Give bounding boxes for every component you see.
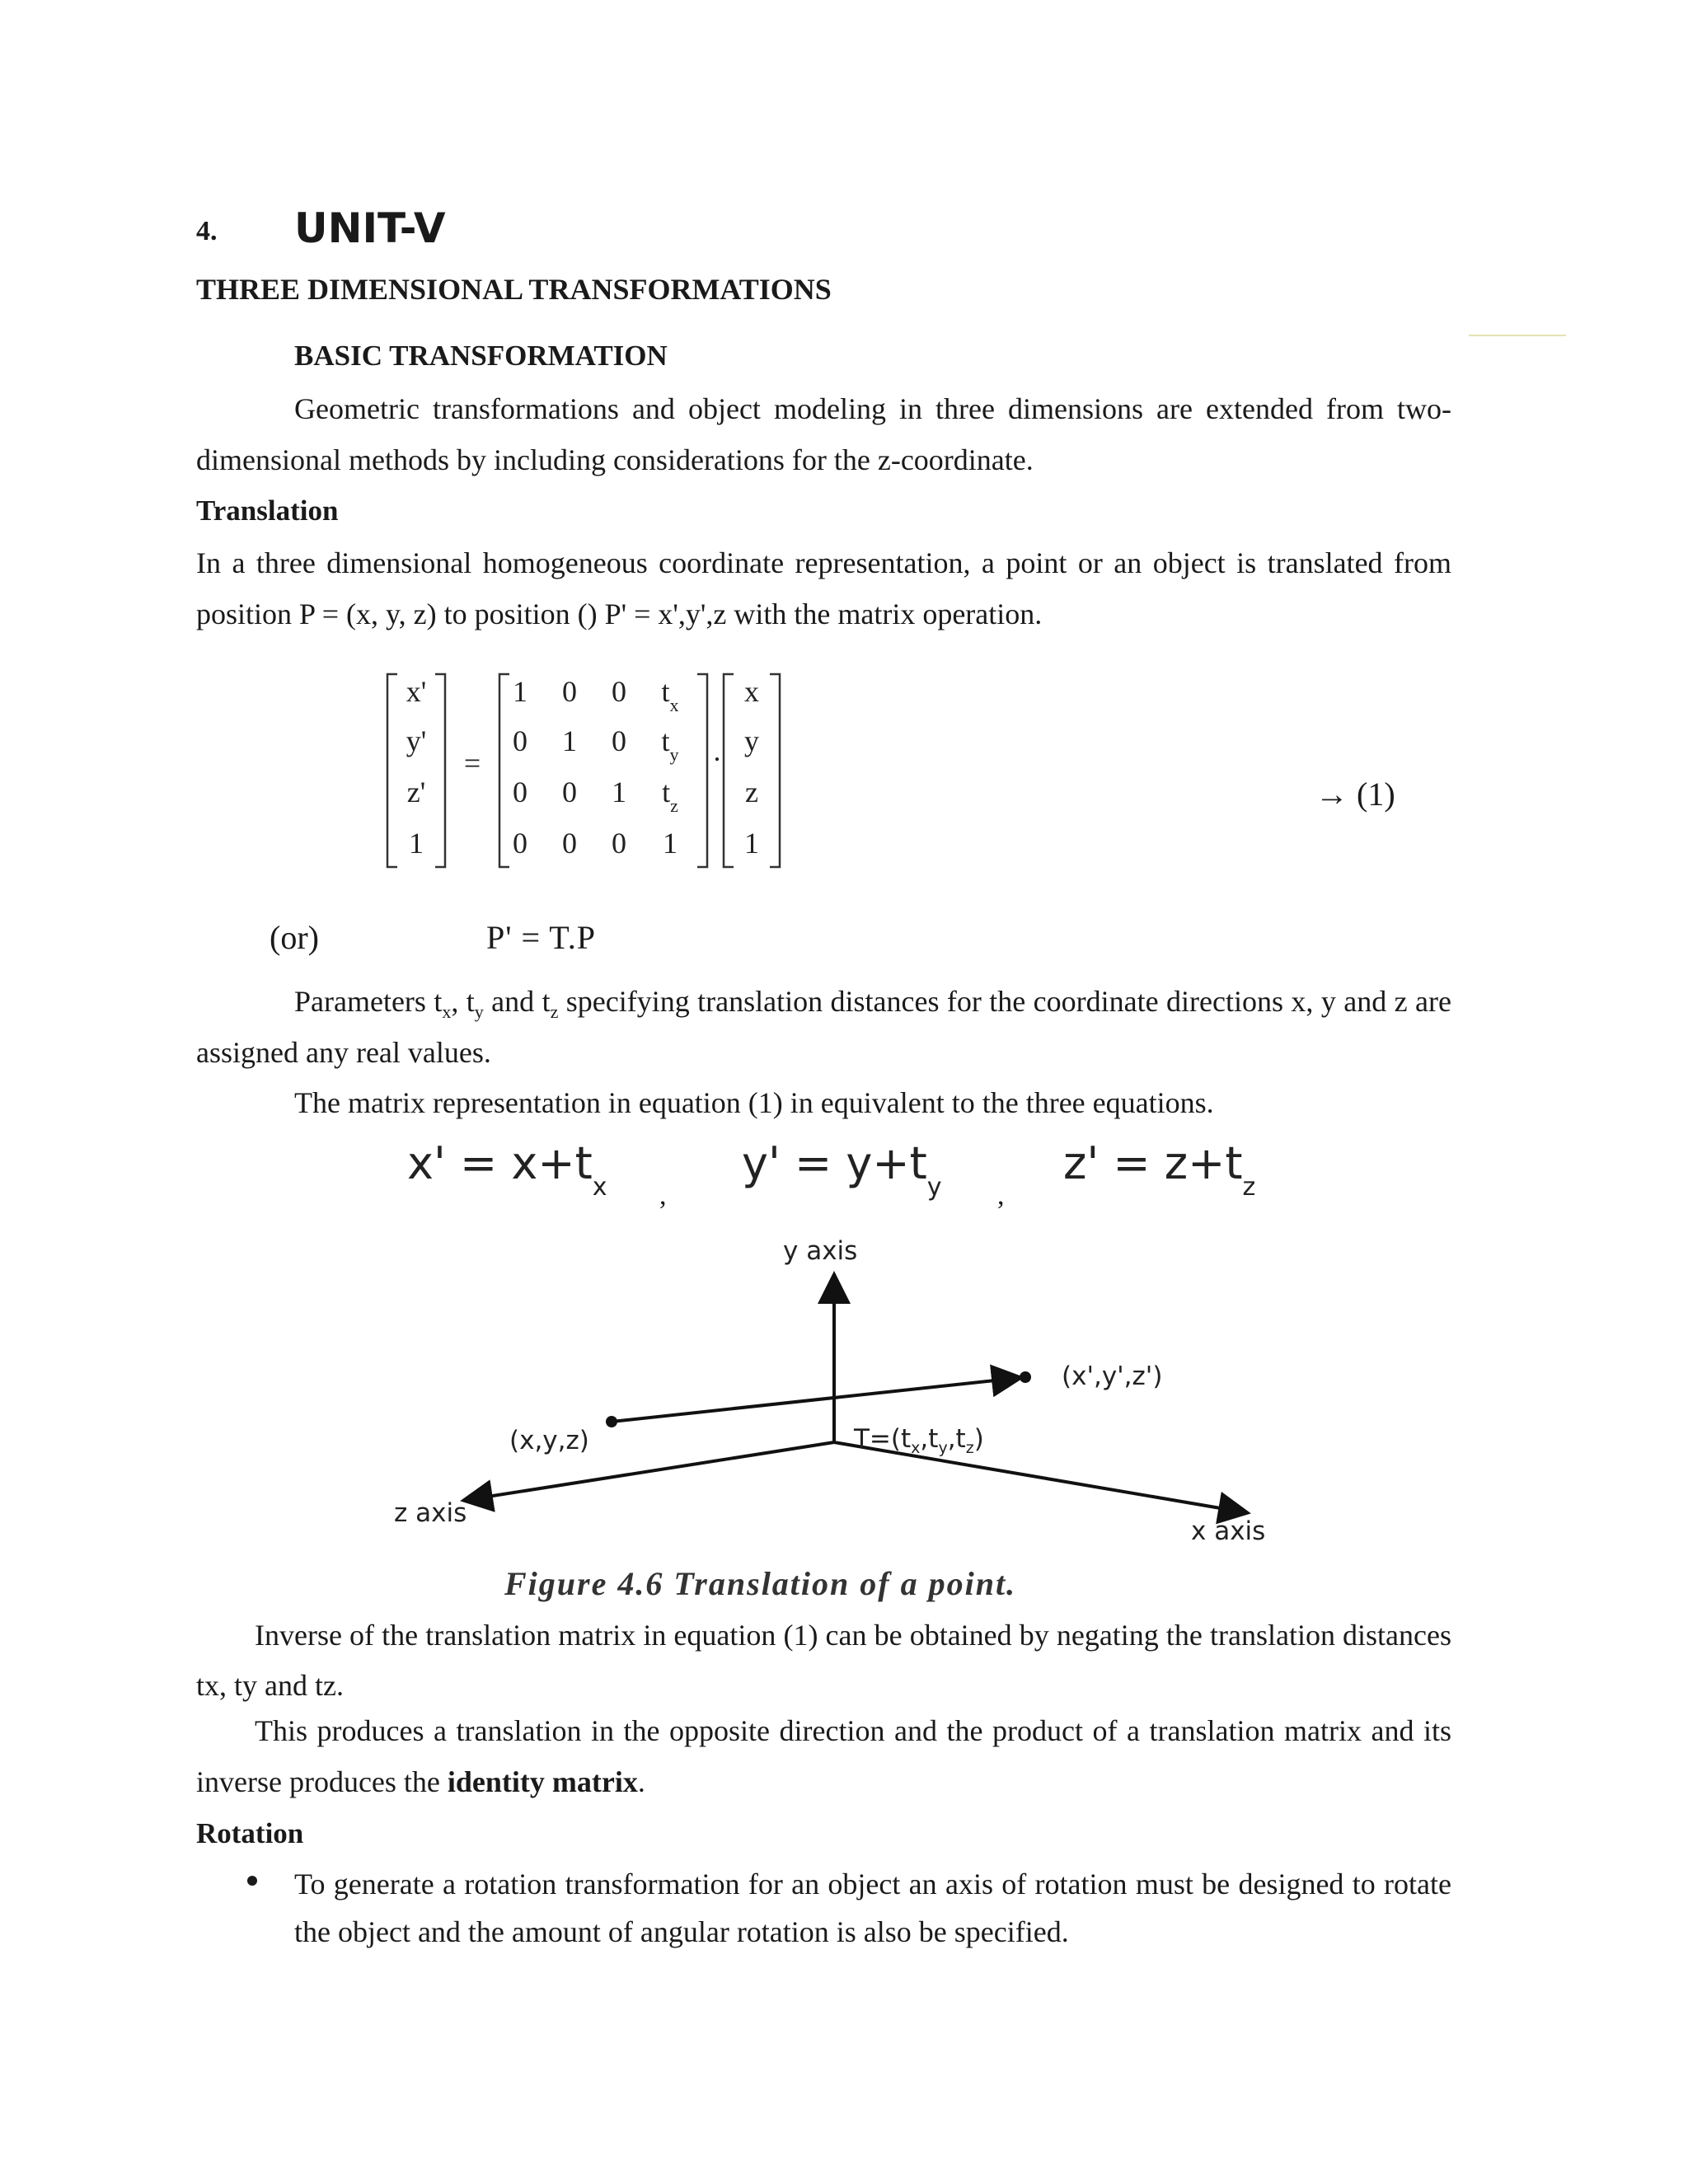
- matrix-cell: 0: [513, 827, 528, 860]
- equation-z: $z' = z+t_z$: [1063, 1137, 1256, 1202]
- rotation-heading: Rotation: [196, 1817, 304, 1849]
- rotation-bullet-line-2: the object and the amount of angular rotation is also be specified.: [294, 1915, 1069, 1948]
- equation-x: $x' = x+t_x$: [407, 1137, 607, 1202]
- point-original-dot: [606, 1416, 617, 1427]
- rhs-one: 1: [744, 827, 759, 860]
- matrix-cell-tz: $t_z$: [662, 776, 678, 816]
- matrix-cell: 0: [513, 724, 528, 757]
- equation-number: → (1): [1315, 776, 1395, 813]
- lhs-one: 1: [409, 827, 424, 860]
- matrix-cell: 0: [612, 827, 626, 860]
- or-label: (or): [270, 919, 319, 956]
- compact-equation: P' = T.P: [486, 919, 596, 956]
- translation-heading: Translation: [196, 494, 339, 527]
- matrix-cell: 1: [513, 675, 528, 708]
- point-translated-dot: [1020, 1371, 1031, 1383]
- parameters-line-1: Parameters $t_x$, $t_y$ and $t_z$ specifying translation distances for the coordinate directions x, y and z are: [294, 985, 1451, 1023]
- chapter-title: THREE DIMENSIONAL TRANSFORMATIONS: [196, 273, 832, 306]
- intro-line-2: dimensional methods by including considerations for the z-coordinate.: [196, 443, 1034, 476]
- matrix-cell: 0: [562, 776, 577, 808]
- equivalence-line: The matrix representation in equation (1) in equivalent to the three equations.: [294, 1086, 1214, 1119]
- matrix-cell: 0: [562, 675, 577, 708]
- multiply-dot: .: [713, 734, 721, 767]
- rhs-z: z: [745, 776, 758, 808]
- equals-sign: =: [463, 747, 481, 780]
- inverse-line-1: Inverse of the translation matrix in equation (1) can be obtained by negating the translation distances: [255, 1619, 1451, 1652]
- inverse-line-2: tx, ty and tz.: [196, 1669, 344, 1702]
- lhs-z-prime: z': [406, 776, 426, 808]
- bullet-icon: [247, 1876, 257, 1886]
- lhs-x-prime: x': [406, 675, 427, 708]
- section-heading: BASIC TRANSFORMATION: [294, 340, 668, 372]
- matrix-cell: 0: [612, 675, 626, 708]
- lhs-y-prime: y': [406, 724, 427, 757]
- parameters-line-2: assigned any real values.: [196, 1036, 491, 1069]
- inverse-line-4: inverse produces the identity matrix.: [196, 1765, 645, 1798]
- inverse-line-3: This produces a translation in the opposite direction and the product of a translation matrix and its: [255, 1714, 1451, 1747]
- matrix-cell: 0: [612, 724, 626, 757]
- unit-title: UNIT-V: [294, 204, 446, 252]
- x-axis-label: x axis: [1191, 1516, 1266, 1546]
- translation-para-line-2: position P = (x, y, z) to position () P' = x',y',z with the matrix operation.: [196, 598, 1043, 630]
- figure-caption: Figure 4.6 Translation of a point.: [504, 1565, 1017, 1602]
- unit-number: 4.: [196, 216, 218, 246]
- identity-matrix-term: identity matrix: [447, 1765, 638, 1798]
- matrix-cell-ty: $t_y$: [661, 724, 679, 765]
- matrix-cell: 1: [663, 827, 678, 860]
- translation-para-line-1: In a three dimensional homogeneous coordinate representation, a point or an object is translated from: [196, 546, 1451, 579]
- rhs-x: x: [744, 675, 759, 708]
- equation-comma: ,: [997, 1180, 1005, 1211]
- point-translated-label: (x',y',z'): [1062, 1361, 1163, 1391]
- equation-comma: ,: [659, 1180, 667, 1211]
- z-axis-label: z axis: [394, 1498, 467, 1528]
- matrix-cell: 1: [562, 724, 577, 757]
- matrix-cell: 1: [612, 776, 626, 808]
- translation-vector-line: [612, 1378, 1018, 1422]
- matrix-cell: 0: [513, 776, 528, 808]
- intro-line-1: Geometric transformations and object modeling in three dimensions are extended from two-: [294, 392, 1451, 425]
- rotation-bullet-line-1: To generate a rotation transformation for an object an axis of rotation must be designed to rotate: [294, 1868, 1451, 1900]
- matrix-cell-tx: $t_x$: [661, 675, 679, 715]
- rhs-y: y: [744, 724, 759, 757]
- point-original-label: (x,y,z): [509, 1426, 589, 1455]
- translation-vector-label: $T=(t_x,t_y,t_z)$: [854, 1424, 984, 1458]
- matrix-cell: 0: [562, 827, 577, 860]
- equation-y: $y' = y+t_y$: [742, 1137, 942, 1202]
- y-axis-label: y axis: [783, 1236, 858, 1266]
